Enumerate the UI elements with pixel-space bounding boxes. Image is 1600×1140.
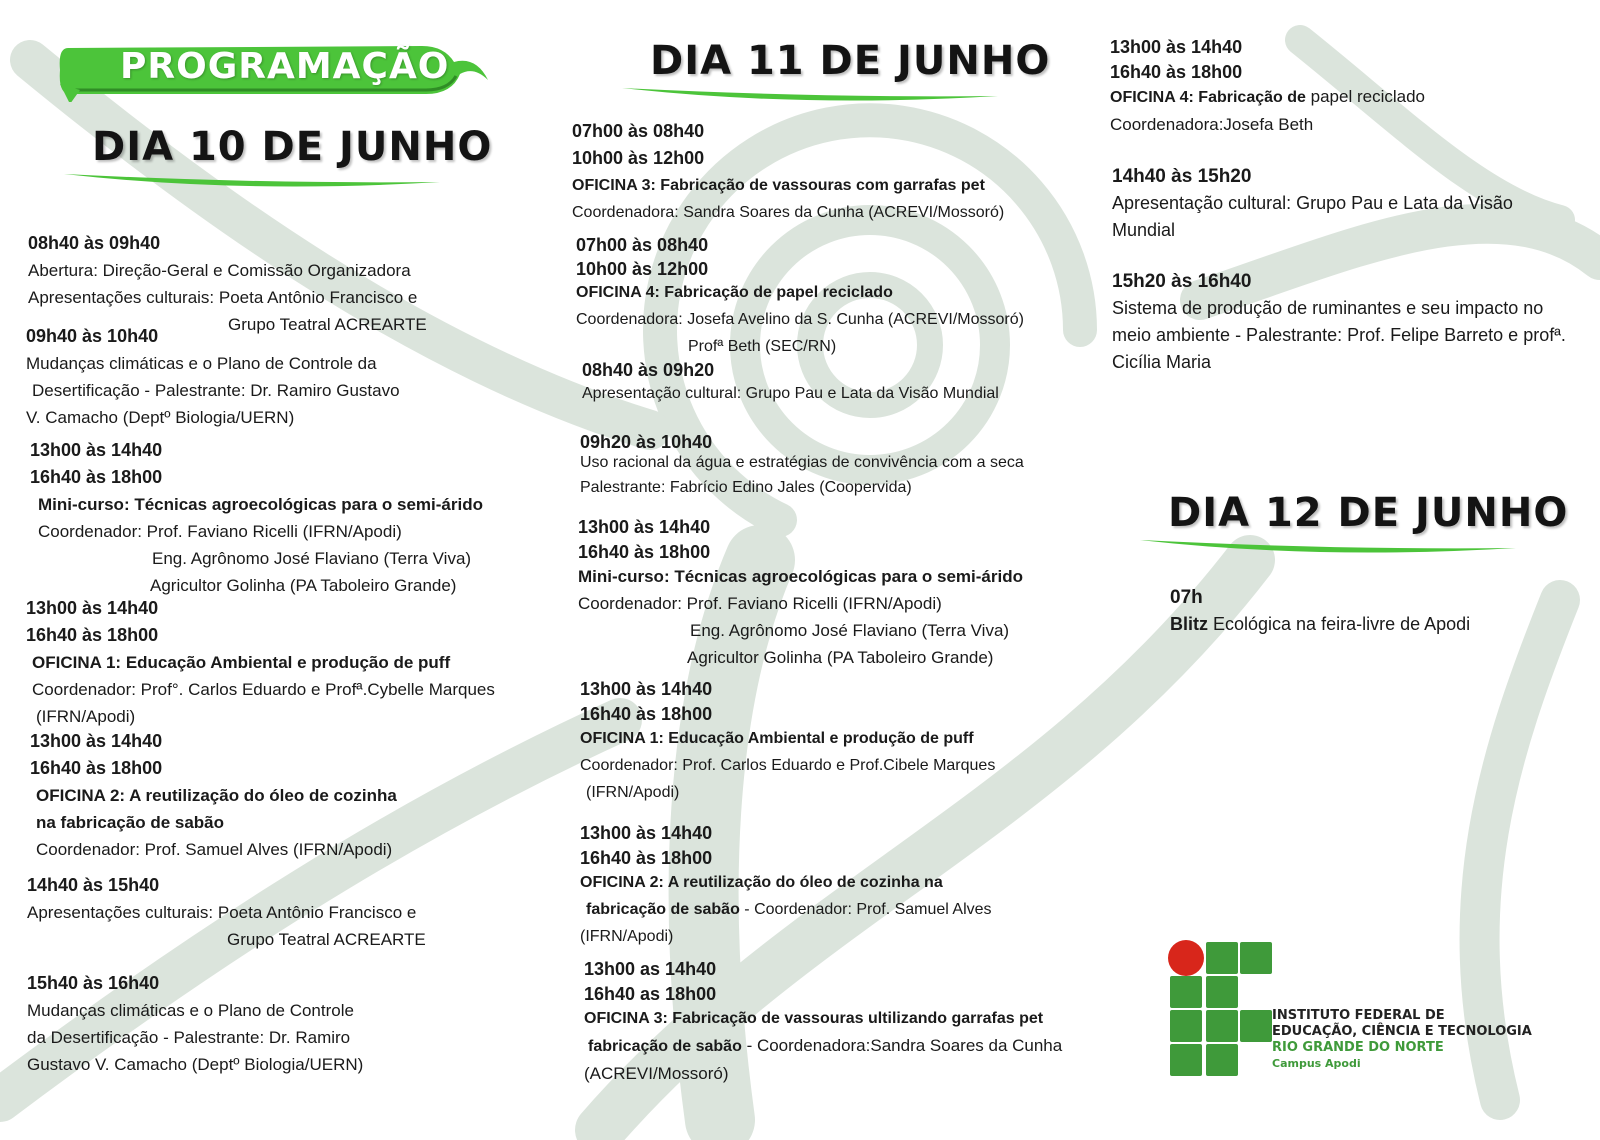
institute-name bbox=[1272, 1008, 1532, 1072]
event-line: Apresentações culturais: Poeta Antônio Francisco e bbox=[28, 288, 418, 307]
day10-event-oficina-2 bbox=[30, 728, 397, 863]
event-time: 07h bbox=[1170, 587, 1203, 608]
event-time: 13h00 às 14h40 bbox=[30, 731, 163, 751]
event-line-part: papel reciclado bbox=[1305, 87, 1425, 106]
event-line: Coordenador: Prof. Faviano Ricelli (IFRN/Apodi) bbox=[38, 522, 402, 541]
event-time: 16h40 as 18h00 bbox=[584, 984, 717, 1004]
day11-event-oficina-2 bbox=[580, 820, 992, 950]
col3-event-cultural bbox=[1112, 163, 1513, 244]
day10-title-text: DIA 10 DE JUNHO bbox=[92, 124, 493, 170]
day10-event-oficina-1 bbox=[26, 595, 495, 730]
event-line: Grupo Teatral ACREARTE bbox=[227, 930, 426, 949]
event-line: Coordenador: Prof. Samuel Alves (IFRN/Apodi) bbox=[36, 840, 393, 859]
logo-square bbox=[1170, 1044, 1202, 1076]
event-time: 16h40 às 18h00 bbox=[26, 625, 159, 645]
event-line: Profª Beth (SEC/RN) bbox=[688, 338, 837, 355]
event-line: Abertura: Direção-Geral e Comissão Organizadora bbox=[28, 261, 411, 280]
event-line-part: Ecológica na feira-livre de Apodi bbox=[1208, 614, 1471, 634]
event-line: Gustavo V. Camacho (Deptº Biologia/UERN) bbox=[27, 1055, 364, 1074]
event-line: V. Camacho (Deptº Biologia/UERN) bbox=[26, 408, 295, 427]
event-title: na fabricação de sabão bbox=[36, 813, 225, 832]
day12-title bbox=[1168, 490, 1568, 536]
day11-event-cultural bbox=[582, 360, 999, 407]
event-line: (IFRN/Apodi) bbox=[580, 928, 674, 945]
event-line: Apresentação cultural: Grupo Pau e Lata da Visão bbox=[1112, 193, 1513, 213]
event-line: Coordenador: Prof°. Carlos Eduardo e Profª.Cybelle Marques bbox=[32, 680, 495, 699]
event-time: 07h00 às 08h40 bbox=[576, 235, 709, 255]
programacao-title: PROGRAMAÇÃO bbox=[120, 46, 450, 87]
logo-square bbox=[1206, 942, 1238, 974]
institute-line: INSTITUTO FEDERAL DE bbox=[1272, 1008, 1445, 1023]
event-title-part: OFICINA 4: Fabricação de bbox=[1110, 89, 1306, 106]
event-time: 07h00 às 08h40 bbox=[572, 121, 705, 141]
day12-event-blitz bbox=[1170, 584, 1470, 638]
event-line: (IFRN/Apodi) bbox=[36, 707, 136, 726]
event-line: Mudanças climáticas e o Plano de Controle da bbox=[26, 354, 377, 373]
event-line bbox=[1170, 611, 1470, 638]
day11-title-text: DIA 11 DE JUNHO bbox=[650, 38, 1051, 84]
event-time: 16h40 às 18h00 bbox=[580, 848, 713, 868]
event-line: Cicília Maria bbox=[1112, 352, 1212, 372]
event-line bbox=[584, 1032, 1062, 1060]
logo-square bbox=[1206, 1044, 1238, 1076]
event-line: Grupo Teatral ACREARTE bbox=[228, 315, 427, 334]
event-time: 15h20 às 16h40 bbox=[1112, 271, 1252, 292]
event-line-part: - Coordenadora:Sandra Soares da Cunha bbox=[741, 1036, 1063, 1055]
event-title: OFICINA 3: Fabricação de vassouras ultilizando garrafas pet bbox=[584, 1010, 1044, 1027]
event-line: Coordenador: Prof. Faviano Ricelli (IFRN/Apodi) bbox=[578, 594, 942, 613]
event-line: Desertificação - Palestrante: Dr. Ramiro Gustavo bbox=[32, 381, 400, 400]
day11-title-swoosh bbox=[620, 82, 1000, 104]
event-time: 14h40 às 15h20 bbox=[1112, 166, 1252, 187]
event-time: 10h00 às 12h00 bbox=[576, 259, 709, 279]
event-title: OFICINA 2: A reutilização do óleo de cozinha bbox=[36, 786, 397, 805]
event-title: Mini-curso: Técnicas agroecológicas para o semi-árido bbox=[38, 495, 483, 514]
event-line: Coordenadora: Josefa Avelino da S. Cunha (ACREVI/Mossoró) bbox=[576, 311, 1024, 328]
event-title: Mini-curso: Técnicas agroecológicas para o semi-árido bbox=[578, 567, 1023, 586]
logo-square bbox=[1240, 1010, 1272, 1042]
event-time: 13h00 às 14h40 bbox=[580, 679, 713, 699]
day10-title bbox=[92, 124, 492, 170]
event-line bbox=[1110, 83, 1425, 111]
event-line: Eng. Agrônomo José Flaviano (Terra Viva) bbox=[690, 621, 1010, 640]
event-line: meio ambiente - Palestrante: Prof. Felipe Barreto e profª. bbox=[1112, 325, 1566, 345]
event-time: 14h40 às 15h40 bbox=[27, 875, 160, 895]
event-time: 13h00 às 14h40 bbox=[1110, 37, 1243, 57]
event-title: OFICINA 1: Educação Ambiental e produção de puff bbox=[580, 730, 974, 747]
event-time: 15h40 às 16h40 bbox=[27, 973, 160, 993]
event-line: Agricultor Golinha (PA Taboleiro Grande) bbox=[150, 576, 457, 595]
day11-event-minicurso bbox=[578, 514, 1023, 671]
day11-event-oficina-3b bbox=[584, 956, 1062, 1087]
event-title: OFICINA 2: A reutilização do óleo de cozinha na bbox=[580, 874, 943, 891]
event-time: 13h00 às 14h40 bbox=[30, 440, 163, 460]
event-line: Palestrante: Fabrício Edino Jales (Coopervida) bbox=[580, 479, 912, 496]
event-time: 08h40 às 09h20 bbox=[582, 360, 715, 380]
event-time: 16h40 às 18h00 bbox=[580, 704, 713, 724]
day11-event-oficina-4 bbox=[576, 232, 1024, 360]
day10-event-minicurso bbox=[30, 437, 483, 599]
event-line: da Desertificação - Palestrante: Dr. Ramiro bbox=[27, 1028, 351, 1047]
col3-event-oficina-4 bbox=[1110, 34, 1425, 138]
day12-title-swoosh bbox=[1138, 534, 1518, 556]
event-title-part: fabricação de sabão bbox=[588, 1038, 742, 1055]
event-line: Mudanças climáticas e o Plano de Controle bbox=[27, 1001, 354, 1020]
day10-event-lecture-2 bbox=[27, 970, 363, 1078]
day11-title bbox=[650, 38, 1050, 84]
event-time: 08h40 às 09h40 bbox=[28, 233, 161, 253]
event-time: 09h40 às 10h40 bbox=[26, 326, 159, 346]
logo-red-circle bbox=[1168, 940, 1204, 976]
day10-title-swoosh bbox=[62, 168, 442, 190]
event-time: 16h40 às 18h00 bbox=[1110, 62, 1243, 82]
event-time: 13h00 às 14h40 bbox=[580, 823, 713, 843]
event-line: Coordenadora: Sandra Soares da Cunha (ACREVI/Mossoró) bbox=[572, 204, 1005, 221]
event-title: OFICINA 3: Fabricação de vassouras com garrafas pet bbox=[572, 177, 985, 194]
event-time: 16h40 às 18h00 bbox=[30, 758, 163, 778]
day11-event-oficina-1 bbox=[580, 676, 995, 806]
event-line: Coordenadora:Josefa Beth bbox=[1110, 115, 1314, 134]
event-title-part: Blitz bbox=[1170, 614, 1208, 634]
event-time: 10h00 às 12h00 bbox=[572, 148, 705, 168]
logo-square bbox=[1240, 942, 1272, 974]
institute-line: EDUCAÇÃO, CIÊNCIA E TECNOLOGIA bbox=[1272, 1024, 1532, 1039]
institute-line: RIO GRANDE DO NORTE bbox=[1272, 1040, 1444, 1055]
event-line: Sistema de produção de ruminantes e seu impacto no bbox=[1112, 298, 1544, 318]
day11-event-oficina-3 bbox=[572, 118, 1004, 226]
institute-campus: Campus Apodi bbox=[1272, 1057, 1361, 1070]
event-time: 16h40 às 18h00 bbox=[30, 467, 163, 487]
event-time: 09h20 às 10h40 bbox=[580, 432, 713, 452]
event-line: Coordenador: Prof. Carlos Eduardo e Prof.Cibele Marques bbox=[580, 757, 996, 774]
event-title: OFICINA 4: Fabricação de papel reciclado bbox=[576, 284, 893, 301]
logo-square bbox=[1206, 1010, 1238, 1042]
event-line: Agricultor Golinha (PA Taboleiro Grande) bbox=[687, 648, 994, 667]
event-time: 13h00 às 14h40 bbox=[26, 598, 159, 618]
day10-event-cultural bbox=[27, 872, 426, 953]
event-line: Eng. Agrônomo José Flaviano (Terra Viva) bbox=[152, 549, 472, 568]
event-line: Apresentações culturais: Poeta Antônio Francisco e bbox=[27, 903, 417, 922]
logo-square bbox=[1170, 1010, 1202, 1042]
event-line: Mundial bbox=[1112, 220, 1176, 240]
event-line: (IFRN/Apodi) bbox=[586, 784, 680, 801]
logo-square bbox=[1206, 976, 1238, 1008]
event-line: (ACREVI/Mossoró) bbox=[584, 1064, 729, 1083]
event-time: 16h40 às 18h00 bbox=[578, 542, 711, 562]
event-time: 13h00 às 14h40 bbox=[578, 517, 711, 537]
event-line: Uso racional da água e estratégias de convivência com a seca bbox=[580, 454, 1024, 471]
col3-event-lecture bbox=[1112, 268, 1566, 376]
logo-square bbox=[1170, 976, 1202, 1008]
event-title: OFICINA 1: Educação Ambiental e produção de puff bbox=[32, 653, 451, 672]
event-line-part: - Coordenador: Prof. Samuel Alves bbox=[739, 901, 992, 918]
event-line: Apresentação cultural: Grupo Pau e Lata da Visão Mundial bbox=[582, 385, 999, 402]
event-line bbox=[580, 896, 992, 923]
event-time: 13h00 as 14h40 bbox=[584, 959, 717, 979]
day12-title-text: DIA 12 DE JUNHO bbox=[1168, 490, 1569, 536]
event-title-part: fabricação de sabão bbox=[586, 901, 740, 918]
day10-event-opening bbox=[28, 230, 427, 338]
day10-event-lecture-1 bbox=[26, 323, 400, 431]
day11-event-lecture bbox=[580, 432, 1024, 501]
